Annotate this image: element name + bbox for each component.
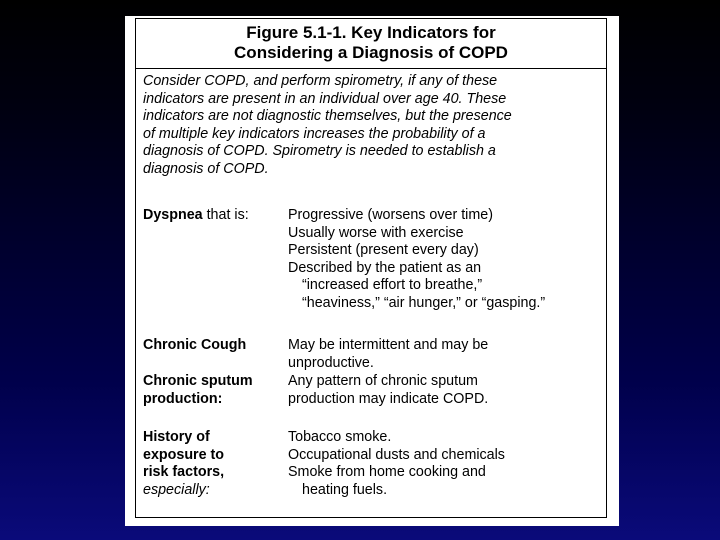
intro-line: of multiple key indicators increases the probability of a <box>143 125 486 142</box>
figure-title-line-1: Figure 5.1-1. Key Indicators for <box>246 23 496 42</box>
indicator-value: “increased effort to breathe,” <box>302 277 483 294</box>
indicator-label <box>143 207 288 225</box>
figure-box <box>135 18 607 518</box>
indicator-value: Described by the patient as an <box>288 259 482 276</box>
figure-title <box>136 19 606 69</box>
indicator-values <box>288 337 608 372</box>
indicator-value: unproductive. <box>288 354 374 371</box>
intro-line: Consider COPD, and perform spirometry, if any of these <box>143 73 498 89</box>
indicator-label-rest: that is: <box>202 207 249 223</box>
figure-title-line-2: Considering a Diagnosis of COPD <box>234 43 508 62</box>
indicator-value: Occupational dusts and chemicals <box>288 446 505 463</box>
indicator-values <box>288 429 608 499</box>
indicator-value: Tobacco smoke. <box>288 429 392 445</box>
indicator-label <box>143 429 288 499</box>
intro-line: diagnosis of COPD. Spirometry is needed to establish a <box>143 143 496 160</box>
indicator-label-bold: exposure to <box>143 446 225 463</box>
indicator-value: Progressive (worsens over time) <box>288 207 493 223</box>
indicator-label-bold: production: <box>143 390 223 407</box>
intro-line: indicators are present in an individual over age 40. These <box>143 90 507 107</box>
indicator-values <box>288 207 608 313</box>
indicator-label <box>143 337 288 355</box>
indicator-label-bold: History of <box>143 429 210 445</box>
indicator-value: Usually worse with exercise <box>288 224 464 241</box>
intro-line: indicators are not diagnostic themselves, but the presence <box>143 108 512 125</box>
indicator-value: Smoke from home cooking and <box>288 464 486 481</box>
indicator-label <box>143 373 288 408</box>
indicator-label-bold: Dyspnea <box>143 207 203 223</box>
indicator-label-bold: Chronic sputum <box>143 373 253 389</box>
indicator-value: “heaviness,” “air hunger,” or “gasping.” <box>302 294 546 311</box>
indicator-value: Any pattern of chronic sputum <box>288 373 478 389</box>
indicator-value: heating fuels. <box>302 481 388 498</box>
indicator-values <box>288 373 608 408</box>
intro-paragraph <box>143 73 603 179</box>
indicator-label-italic: especially: <box>143 481 210 498</box>
indicator-label-bold: risk factors, <box>143 464 225 481</box>
indicator-value: Persistent (present every day) <box>288 242 479 259</box>
indicator-label-bold: Chronic Cough <box>143 337 247 353</box>
intro-line: diagnosis of COPD. <box>143 160 269 177</box>
indicator-value: production may indicate COPD. <box>288 390 489 407</box>
slide-panel <box>125 16 619 526</box>
indicator-value: May be intermittent and may be <box>288 337 489 353</box>
